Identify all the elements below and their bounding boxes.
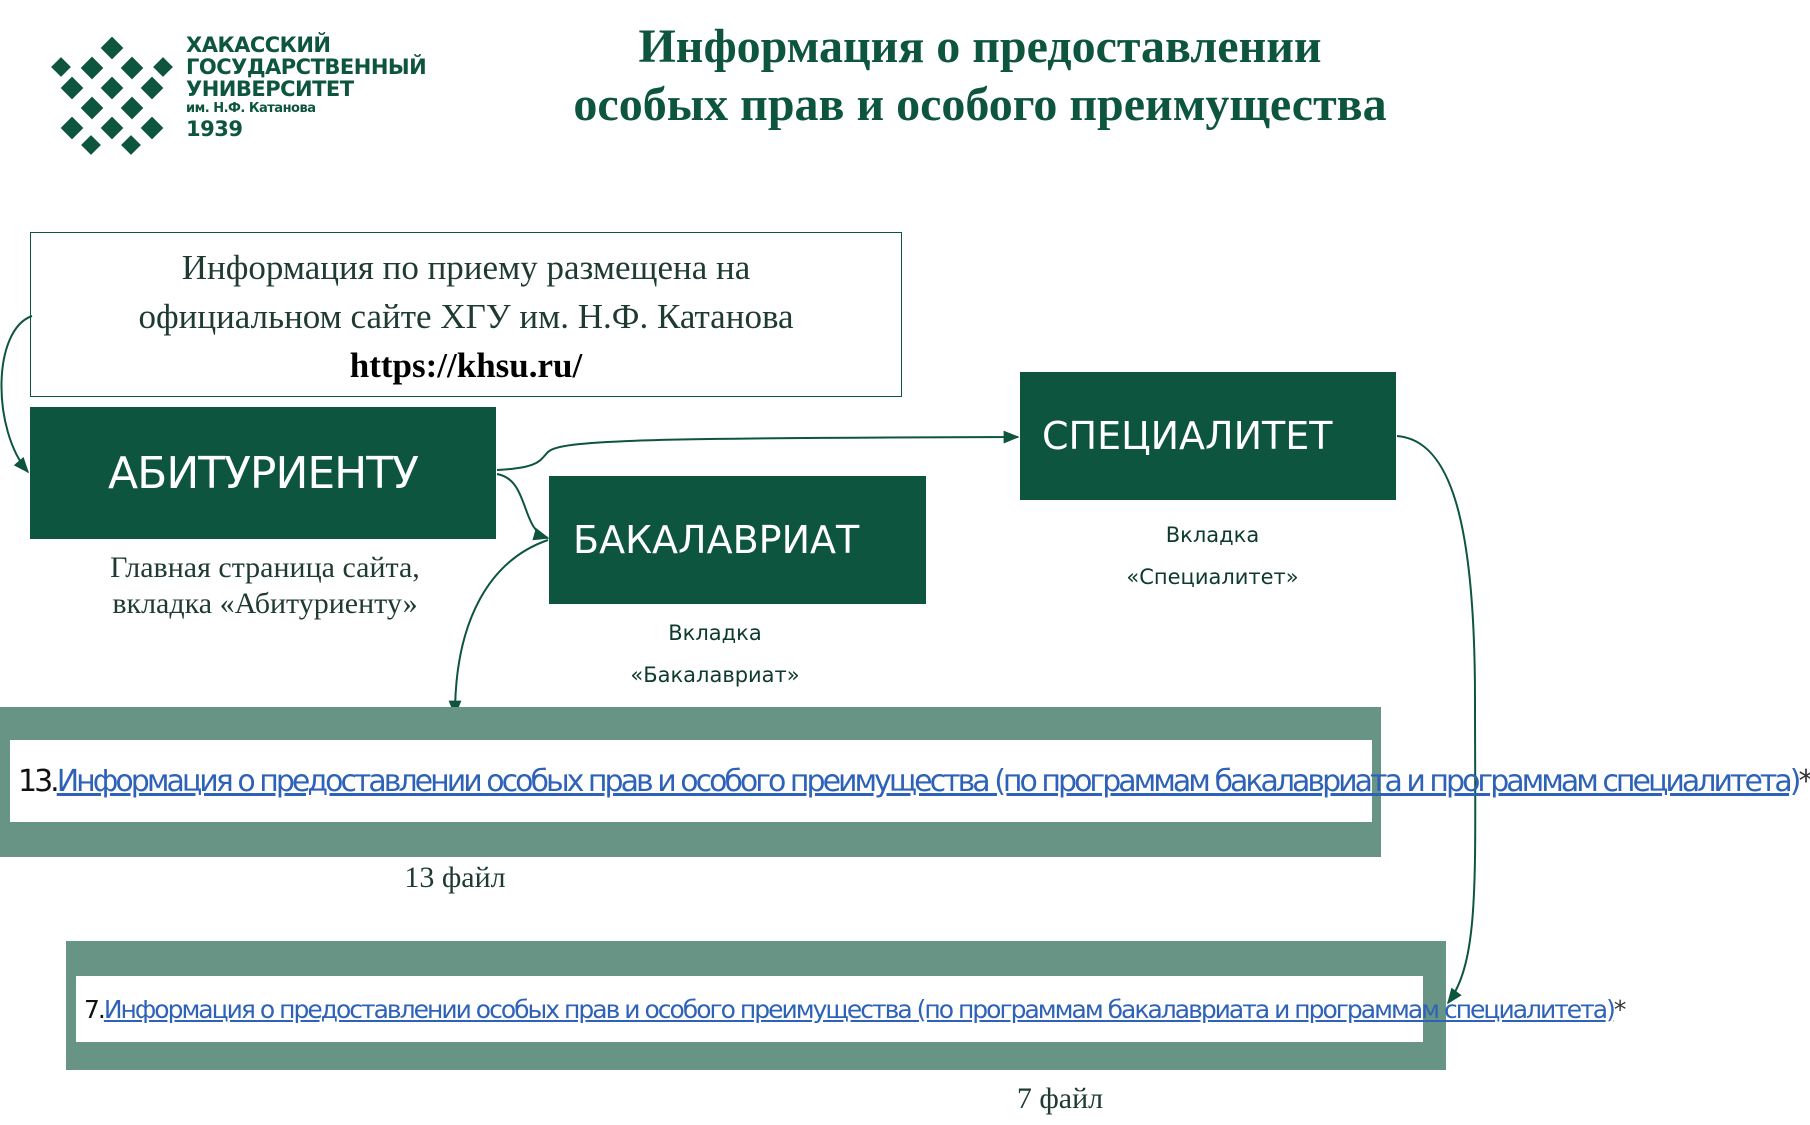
bakalavriat-caption-line-2: «Бакалавриат» [630, 663, 800, 687]
abiturientu-caption [60, 550, 470, 622]
arrow-abiturientu-to-bakalavriat [497, 474, 548, 538]
file-7-number: 7. [84, 994, 104, 1024]
bakalavriat-caption [590, 612, 840, 696]
file-13-caption: 13 файл [404, 861, 506, 894]
specialitet-tab-button[interactable]: СПЕЦИАЛИТЕТ [1020, 372, 1396, 500]
page-title-line-2: особых прав и особого преимущества [573, 78, 1387, 131]
logo-line-2: ГОСУДАРСТВЕННЫЙ [186, 55, 427, 79]
site-info-box [30, 232, 902, 397]
arrow-infobox-to-abiturientu [1, 316, 32, 472]
abiturientu-caption-line-1: Главная страница сайта, [110, 551, 420, 584]
bakalavriat-caption-line-1: Вкладка [668, 621, 762, 645]
file-7-link[interactable]: Информация о предоставлении особых прав и особого преимущества (по программам бакалавриата и программам специалитета) [103, 994, 1614, 1024]
abiturientu-tab-button[interactable]: АБИТУРИЕНТУ [30, 407, 496, 539]
page-title-line-1: Информация о предоставлении [638, 20, 1322, 73]
specialitet-caption-line-1: Вкладка [1165, 523, 1260, 547]
logo-line-4: им. Н.Ф. Катанова [186, 101, 316, 116]
file-13-number: 13. [18, 763, 57, 799]
logo-line-1: ХАКАССКИЙ [186, 33, 331, 57]
site-url-link[interactable]: https://khsu.ru/ [349, 346, 583, 385]
file-7-caption: 7 файл [1016, 1082, 1104, 1115]
site-info-line-2: официальном сайте ХГУ им. Н.Ф. Катанова [138, 297, 794, 336]
file-7-row [76, 976, 1625, 1042]
file-13-row [10, 740, 1810, 822]
abiturientu-caption-line-2: вкладка «Абитуриенту» [112, 587, 418, 620]
specialitet-caption-line-2: «Специалитет» [1126, 565, 1299, 589]
file-7-suffix: * [1613, 994, 1625, 1024]
specialitet-caption [1075, 514, 1350, 598]
arrow-abiturientu-to-specialitet [497, 437, 1018, 470]
site-info-line-1: Информация по приему размещена на [181, 248, 751, 287]
bakalavriat-tab-button[interactable]: БАКАЛАВРИАТ [549, 476, 926, 604]
logo-line-5: 1939 [186, 117, 243, 141]
logo-line-3: УНИВЕРСИТЕТ [186, 77, 354, 101]
file-13-link[interactable]: Информация о предоставлении особых прав и особого преимущества (по программам бакалавриата и программам специалитета) [56, 763, 1799, 799]
file-13-suffix: * [1798, 763, 1810, 799]
arrow-specialitet-to-file7 [1397, 436, 1475, 1003]
